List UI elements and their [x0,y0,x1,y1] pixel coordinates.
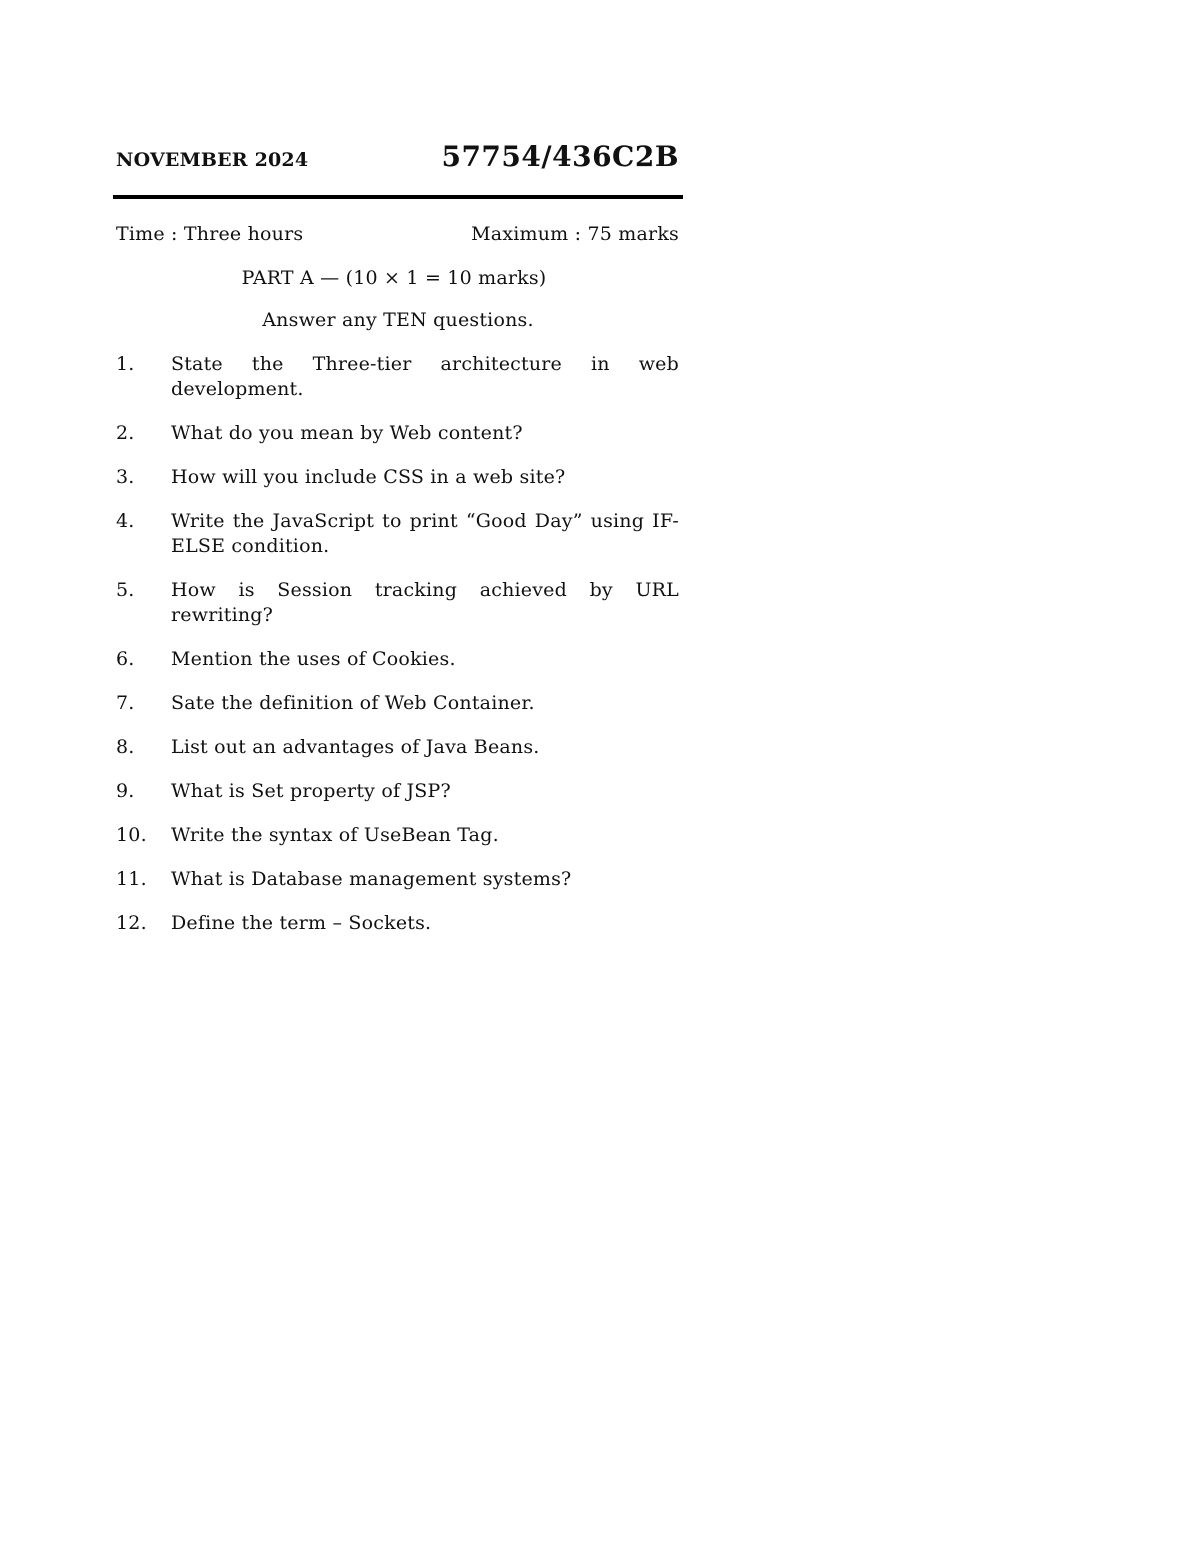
question-item [116,735,679,760]
question-number: 3. [116,466,135,488]
time-allowed: Time : Three hours [116,223,304,245]
question-item [116,779,679,804]
exam-paper [113,140,683,955]
question-item [116,911,679,936]
question-text: How will you include CSS in a web site? [171,466,566,488]
question-item [116,578,679,628]
question-text: What is Database management systems? [171,868,572,890]
question-text: What is Set property of JSP? [171,780,451,802]
question-text: Define the term – Sockets. [171,912,432,934]
question-item [116,465,679,490]
paper-code: 57754/436C2B [441,140,679,173]
section-instruction: Answer any TEN questions. [262,309,534,331]
header-divider [113,195,683,199]
question-text: State the Three-tier architecture in web development. [171,353,679,400]
question-item [116,509,679,559]
question-number: 1. [116,353,135,375]
maximum-marks: Maximum : 75 marks [471,223,679,245]
paper-header [113,140,683,186]
question-number: 6. [116,648,135,670]
question-item [116,691,679,716]
question-item [116,421,679,446]
question-item [116,823,679,848]
question-item [116,647,679,672]
section-title: PART A — (10 × 1 = 10 marks) [241,267,547,289]
question-number: 9. [116,780,135,802]
question-text: Write the JavaScript to print “Good Day” using IF-ELSE condition. [171,510,679,557]
question-text: What do you mean by Web content? [171,422,523,444]
exam-month: NOVEMBER 2024 [116,149,309,171]
exam-meta [113,223,683,245]
question-text: How is Session tracking achieved by URL rewriting? [171,579,679,626]
question-number: 10. [116,824,147,846]
question-text: List out an advantages of Java Beans. [171,736,540,758]
question-number: 8. [116,736,135,758]
question-number: 12. [116,912,147,934]
question-list [113,352,683,936]
question-item [116,867,679,892]
question-text: Write the syntax of UseBean Tag. [171,824,499,846]
question-text: Sate the definition of Web Container. [171,692,535,714]
question-number: 7. [116,692,135,714]
question-text: Mention the uses of Cookies. [171,648,456,670]
question-number: 5. [116,579,135,601]
question-item [116,352,679,402]
question-number: 4. [116,510,135,532]
question-number: 11. [116,868,147,890]
question-number: 2. [116,422,135,444]
